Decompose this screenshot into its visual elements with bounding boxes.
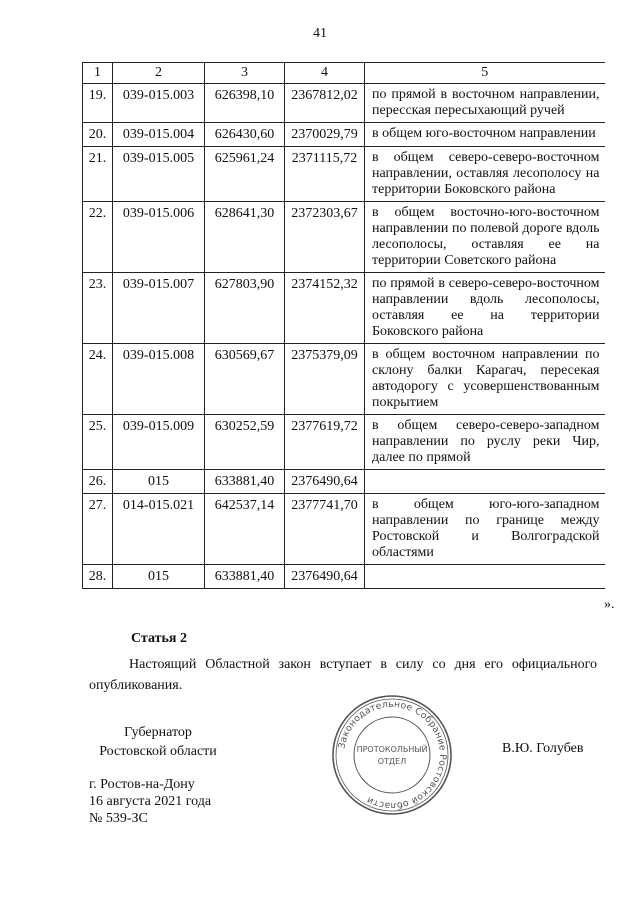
seal-inner-line: ОТДЕЛ xyxy=(377,757,407,766)
point-id: 014-015.021 xyxy=(113,494,205,565)
coord-x: 630569,67 xyxy=(205,344,285,415)
boundary-description: в общем северо-северо-восточном направлении, оставляя лесополосу на территории Боковского района xyxy=(365,147,605,202)
boundary-description xyxy=(365,565,605,589)
table-row xyxy=(83,123,605,147)
coord-y: 2377741,70 xyxy=(285,494,365,565)
seal-outer-text: Законодательное Собрание Ростовской области xyxy=(336,698,449,812)
table-row xyxy=(83,344,605,415)
boundary-description: в общем восточном направлении по склону балки Карагач, пересекая автодорогу с усовершенствованным покрытием xyxy=(365,344,605,415)
row-number: 27. xyxy=(83,494,113,565)
seal-inner-line: ПРОТОКОЛЬНЫЙ xyxy=(356,745,428,754)
coord-x: 626430,60 xyxy=(205,123,285,147)
point-id: 039-015.004 xyxy=(113,123,205,147)
table-row xyxy=(83,565,605,589)
point-id: 039-015.003 xyxy=(113,84,205,123)
boundary-description: в общем восточно-юго-восточном направлении по полевой дороге вдоль лесополосы, оставляя ее на территории Советского района xyxy=(365,202,605,273)
row-number: 25. xyxy=(83,415,113,470)
coord-x: 633881,40 xyxy=(205,565,285,589)
row-number: 19. xyxy=(83,84,113,123)
table-header-cell: 4 xyxy=(285,63,365,84)
point-id: 039-015.008 xyxy=(113,344,205,415)
coord-x: 628641,30 xyxy=(205,202,285,273)
coord-x: 625961,24 xyxy=(205,147,285,202)
table-row xyxy=(83,84,605,123)
table-body xyxy=(83,63,605,589)
seal-inner-ring xyxy=(354,717,430,793)
coord-y: 2372303,67 xyxy=(285,202,365,273)
coord-y: 2370029,79 xyxy=(285,123,365,147)
point-id: 039-015.006 xyxy=(113,202,205,273)
page-number: 41 xyxy=(313,26,327,41)
coord-y: 2375379,09 xyxy=(285,344,365,415)
row-number: 28. xyxy=(83,565,113,589)
table-header-cell: 1 xyxy=(83,63,113,84)
boundary-description: по прямой в северо-северо-восточном направлении вдоль лесополосы, оставляя ее на территории Боковского района xyxy=(365,273,605,344)
row-number: 22. xyxy=(83,202,113,273)
seal-outer-ring xyxy=(333,696,451,814)
date: 16 августа 2021 года xyxy=(89,794,212,809)
boundary-description: по прямой в восточном направлении, пересская пересыхающий ручей xyxy=(365,84,605,123)
coord-x: 626398,10 xyxy=(205,84,285,123)
table-header-cell: 3 xyxy=(205,63,285,84)
coord-y: 2377619,72 xyxy=(285,415,365,470)
article-title: Статья 2 xyxy=(131,631,187,646)
coord-x: 633881,40 xyxy=(205,470,285,494)
row-number: 21. xyxy=(83,147,113,202)
boundary-description xyxy=(365,470,605,494)
place: г. Ростов-на-Дону xyxy=(89,777,195,792)
coord-y: 2371115,72 xyxy=(285,147,365,202)
closing-quote: ». xyxy=(604,597,615,612)
coord-y: 2374152,32 xyxy=(285,273,365,344)
row-number: 23. xyxy=(83,273,113,344)
place-and-date xyxy=(89,776,211,827)
table-header-row xyxy=(83,63,605,84)
point-id: 015 xyxy=(113,470,205,494)
coord-y: 2376490,64 xyxy=(285,470,365,494)
table-header-cell: 5 xyxy=(365,63,605,84)
signatory-name: В.Ю. Голубев xyxy=(502,741,584,756)
boundary-description: в общем юго-восточном направлении xyxy=(365,123,605,147)
coord-y: 2367812,02 xyxy=(285,84,365,123)
table-header-cell: 2 xyxy=(113,63,205,84)
coord-x: 627803,90 xyxy=(205,273,285,344)
coord-x: 642537,14 xyxy=(205,494,285,565)
table-row xyxy=(83,470,605,494)
table-row xyxy=(83,273,605,344)
point-id: 039-015.005 xyxy=(113,147,205,202)
official-seal-stamp xyxy=(330,693,454,817)
point-id: 039-015.009 xyxy=(113,415,205,470)
boundary-description: в общем северо-северо-западном направлении по руслу реки Чир, далее по прямой xyxy=(365,415,605,470)
boundary-description: в общем юго-юго-западном направлении по границе между Ростовской и Волгоградской областями xyxy=(365,494,605,565)
row-number: 26. xyxy=(83,470,113,494)
point-id: 015 xyxy=(113,565,205,589)
signatory-title xyxy=(92,723,224,761)
row-number: 24. xyxy=(83,344,113,415)
table-row xyxy=(83,147,605,202)
table-row xyxy=(83,415,605,470)
point-id: 039-015.007 xyxy=(113,273,205,344)
row-number: 20. xyxy=(83,123,113,147)
law-number: № 539-ЗС xyxy=(89,811,148,826)
table-row xyxy=(83,494,605,565)
coord-y: 2376490,64 xyxy=(285,565,365,589)
signatory-title-line: Ростовской области xyxy=(99,744,217,759)
table-row xyxy=(83,202,605,273)
boundary-points-table xyxy=(82,62,605,589)
coord-x: 630252,59 xyxy=(205,415,285,470)
signatory-title-line: Губернатор xyxy=(124,725,192,740)
article-text: Настоящий Областной закон вступает в силу со дня его официального опубликования. xyxy=(89,657,597,693)
